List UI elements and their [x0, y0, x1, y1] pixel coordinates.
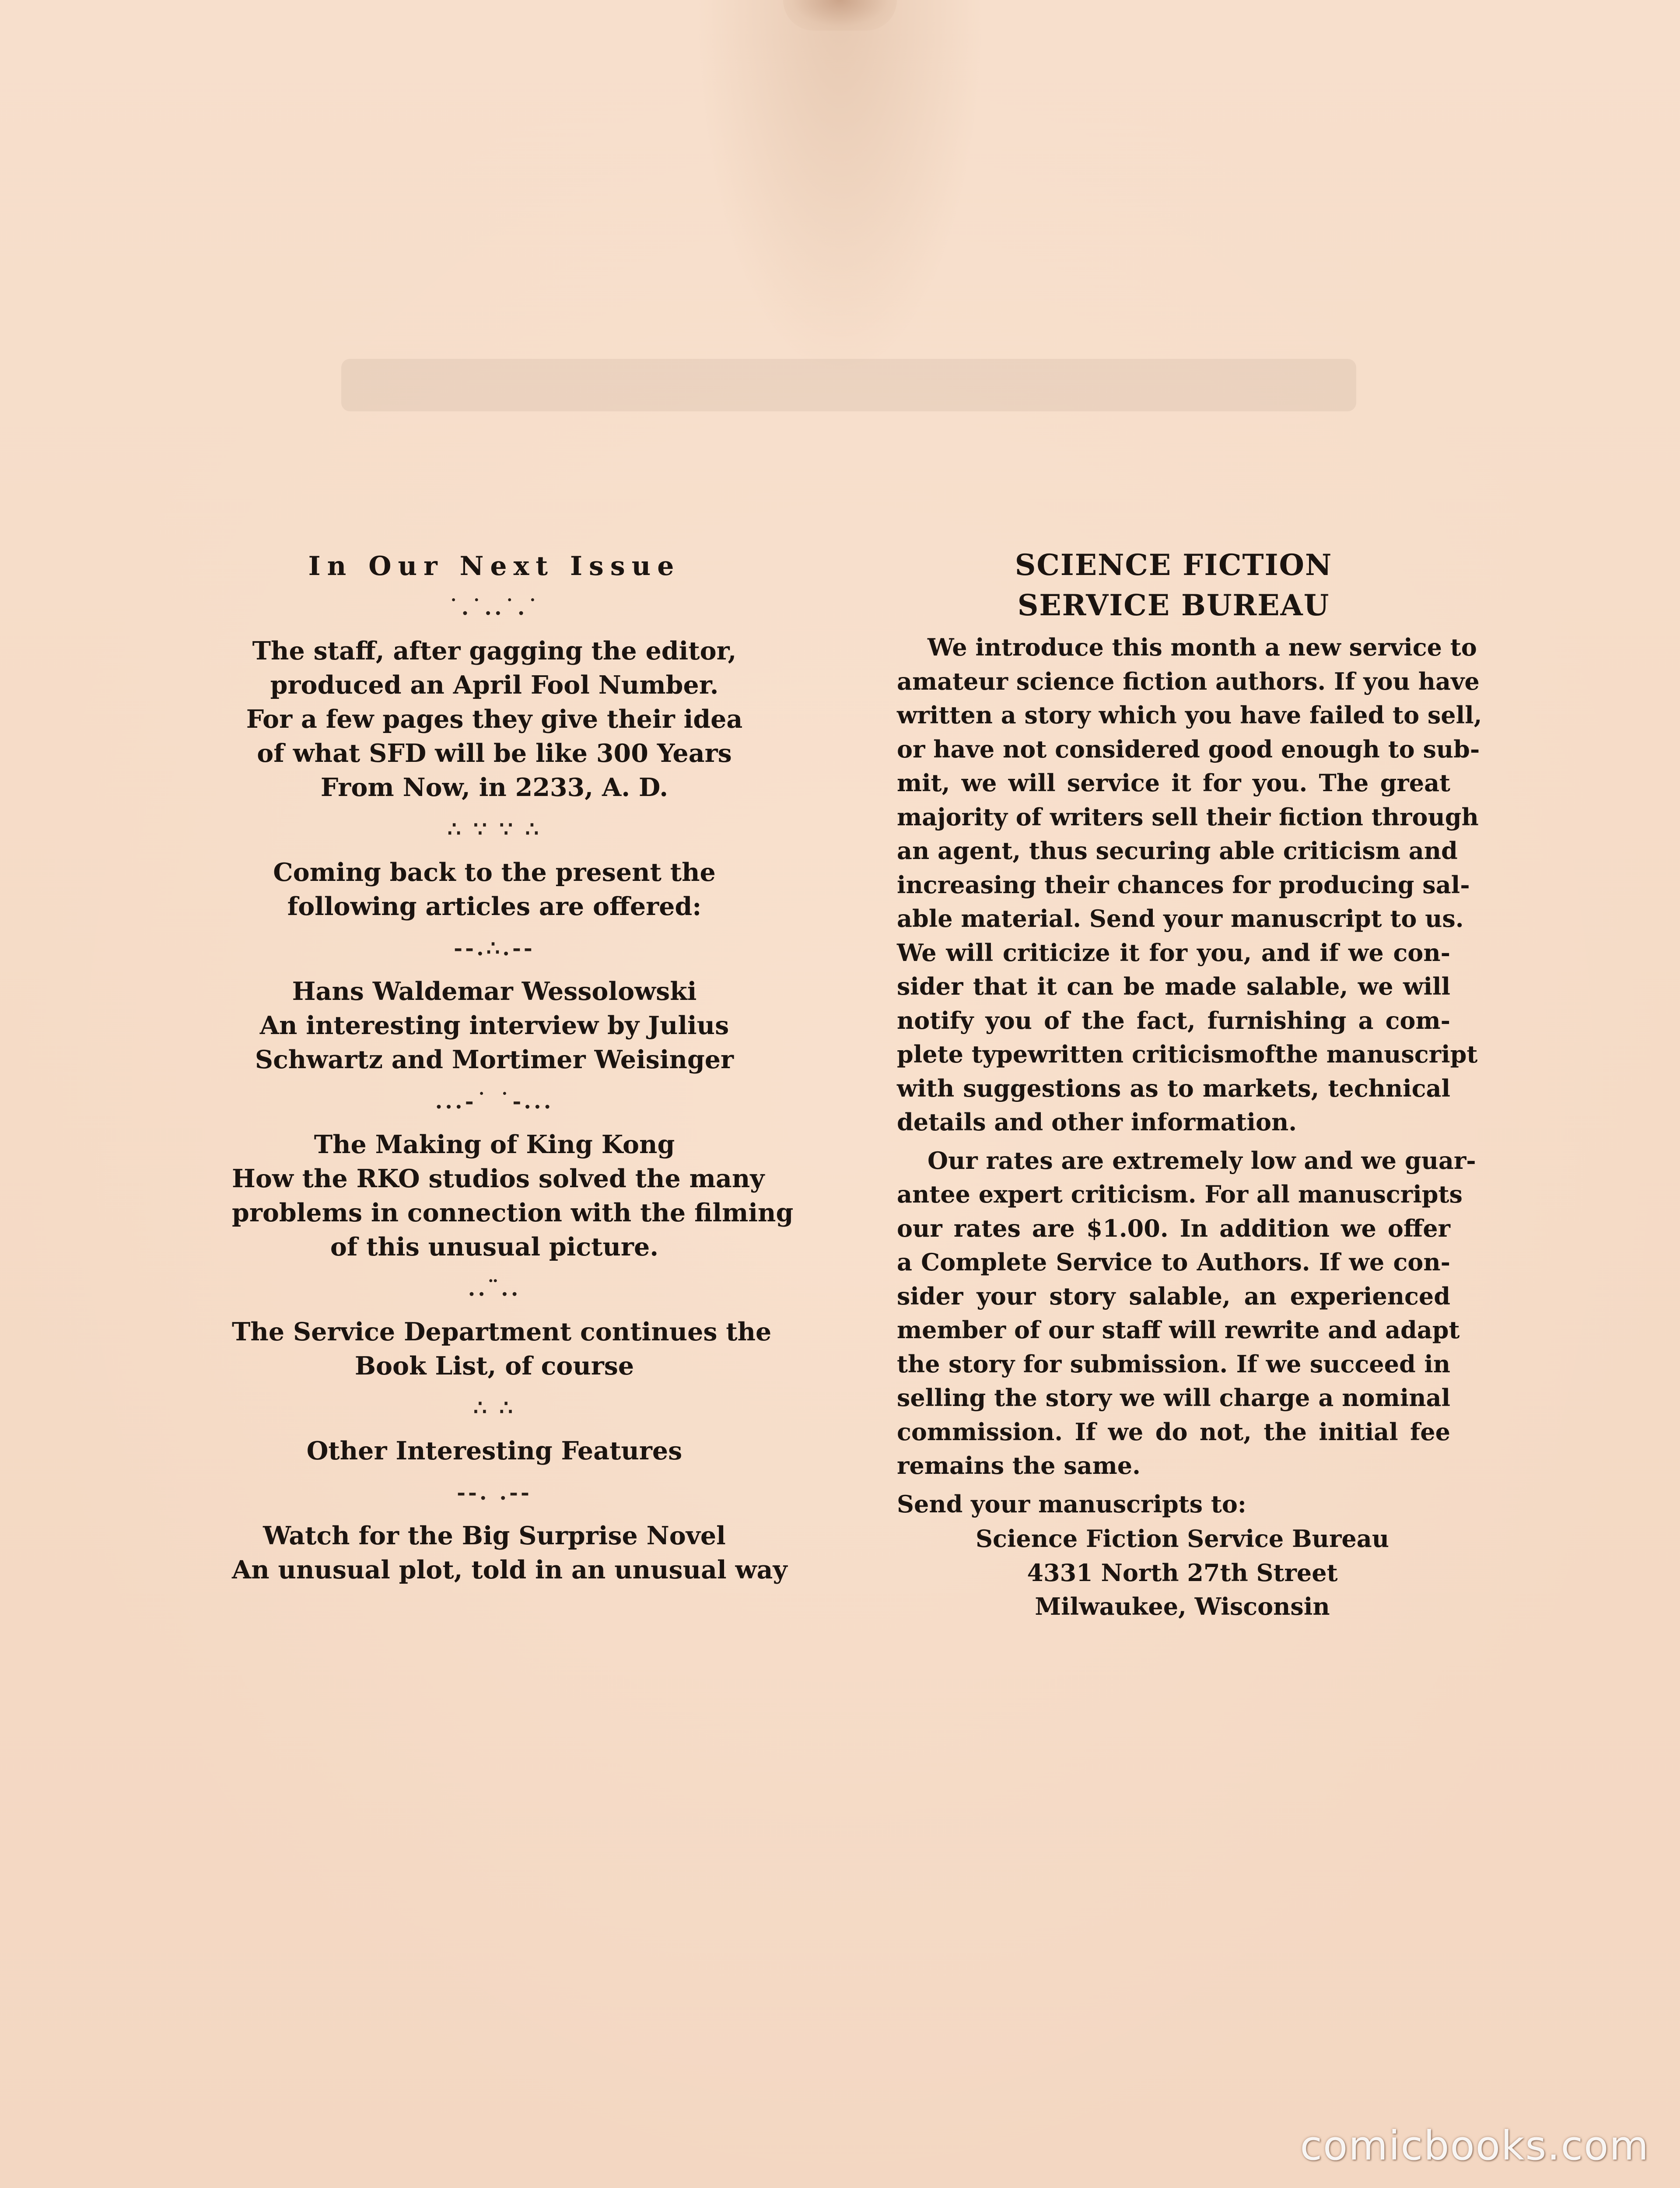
text-line: From Now, in 2233, A. D.	[320, 773, 668, 802]
text-line: Watch for the Big Surprise Novel	[263, 1521, 726, 1550]
ornament-separator: ∴ ∵ ∵ ∴	[447, 817, 542, 842]
text-line: Our rates are extremely low and we guar-	[928, 1146, 1476, 1175]
address-line: Milwaukee, Wisconsin	[1035, 1592, 1330, 1620]
title-line: SERVICE BUREAU	[1017, 588, 1330, 622]
text-line: remains the same.	[897, 1452, 1141, 1480]
text-line: We introduce this month a new service to	[928, 633, 1477, 661]
text-line: We will criticize it for you, and if we con-	[897, 938, 1450, 967]
title-line: SCIENCE FICTION	[1015, 548, 1333, 582]
mailing-address	[897, 1522, 1450, 1624]
ornament-separator: ˙.˙..˙.˙	[448, 596, 541, 620]
text-line: An interesting interview by Julius	[259, 1011, 729, 1040]
text-line: commission. If we do not, the initial fee	[897, 1417, 1450, 1446]
staple-mark	[783, 0, 897, 31]
text-line: able material. Send your manuscript to us.	[897, 905, 1464, 933]
king-kong-block	[232, 1128, 794, 1264]
text-line: or have not considered good enough to sub-	[897, 735, 1480, 763]
bleed-through-title	[341, 341, 1356, 429]
site-watermark: comicbooks.com	[1300, 2122, 1649, 2169]
text-line: amateur science fiction authors. If you have	[897, 667, 1480, 695]
text-line: The Service Department continues the	[232, 1317, 772, 1346]
text-line: An unusual plot, told in an unusual way	[232, 1555, 788, 1585]
next-issue-heading: In Our Next Issue	[308, 551, 681, 582]
text-line: produced an April Fool Number.	[270, 670, 719, 700]
text-line: our rates are $1.00. In addition we offer	[897, 1214, 1450, 1242]
text-line: Coming back to the present the	[273, 858, 716, 887]
text-line: increasing their chances for producing sal-	[897, 870, 1470, 899]
book-list-block	[232, 1315, 772, 1383]
text-line: plete typewritten criticismofthe manuscript	[897, 1040, 1478, 1068]
text-line: mit, we will service it for you. The great	[897, 769, 1450, 797]
rates-paragraph	[897, 1144, 1476, 1483]
text-line: of what SFD will be like 300 Years	[257, 739, 732, 768]
articles-intro-block	[232, 856, 757, 924]
text-line: antee expert criticism. For all manuscripts	[897, 1180, 1463, 1208]
ornament-separator: ...-˙ ˙-...	[435, 1089, 554, 1114]
send-manuscripts-line: Send your manuscripts to:	[897, 1490, 1246, 1518]
text-line: majority of writers sell their fiction through	[897, 803, 1479, 831]
text-line: with suggestions as to markets, technical	[897, 1074, 1450, 1102]
text-line: How the RKO studios solved the many	[232, 1164, 765, 1193]
text-line: sider your story salable, an experienced	[897, 1282, 1450, 1310]
text-line: the story for submission. If we succeed in	[897, 1350, 1450, 1378]
next-issue-column	[232, 549, 794, 1587]
text-line: details and other information.	[897, 1108, 1297, 1136]
text-line: Hans Waldemar Wessolowski	[292, 977, 697, 1006]
text-line: selling the story we will charge a nominal	[897, 1384, 1450, 1412]
text-line: a Complete Service to Authors. If we con-	[897, 1248, 1450, 1276]
intro-paragraph	[897, 631, 1482, 1140]
ornament-separator: --. .--	[457, 1480, 532, 1505]
text-line: Book List, of course	[354, 1351, 634, 1381]
text-line: notify you of the fact, furnishing a com-	[897, 1006, 1450, 1034]
text-line: of this unusual picture.	[330, 1232, 659, 1262]
features-block	[232, 1434, 757, 1468]
address-line: Science Fiction Service Bureau	[976, 1525, 1389, 1553]
text-line: sider that it can be made salable, we will	[897, 972, 1450, 1000]
text-line: written a story which you have failed to sell,	[897, 701, 1482, 729]
ornament-separator: --.∴.--	[454, 936, 535, 961]
text-line: problems in connection with the filming	[232, 1198, 794, 1227]
text-line: Other Interesting Features	[306, 1436, 682, 1466]
ornament-separator: ∴ ∴	[473, 1396, 515, 1420]
interview-block	[232, 975, 757, 1077]
ornament-separator: ..¨..	[468, 1276, 521, 1301]
text-line: The Making of King Kong	[314, 1130, 675, 1159]
text-line: an agent, thus securing able criticism and	[897, 837, 1458, 865]
april-fool-block	[232, 634, 757, 805]
text-line: member of our staff will rewrite and adapt	[897, 1316, 1460, 1344]
surprise-novel-block	[232, 1519, 788, 1587]
text-line: For a few pages they give their idea	[246, 705, 743, 734]
service-bureau-column	[897, 545, 1482, 1624]
text-line: The staff, after gagging the editor,	[252, 636, 737, 666]
text-line: Schwartz and Mortimer Weisinger	[255, 1045, 734, 1074]
address-line: 4331 North 27th Street	[1027, 1558, 1338, 1587]
text-line: following articles are offered:	[287, 892, 702, 921]
bureau-title	[897, 545, 1450, 625]
